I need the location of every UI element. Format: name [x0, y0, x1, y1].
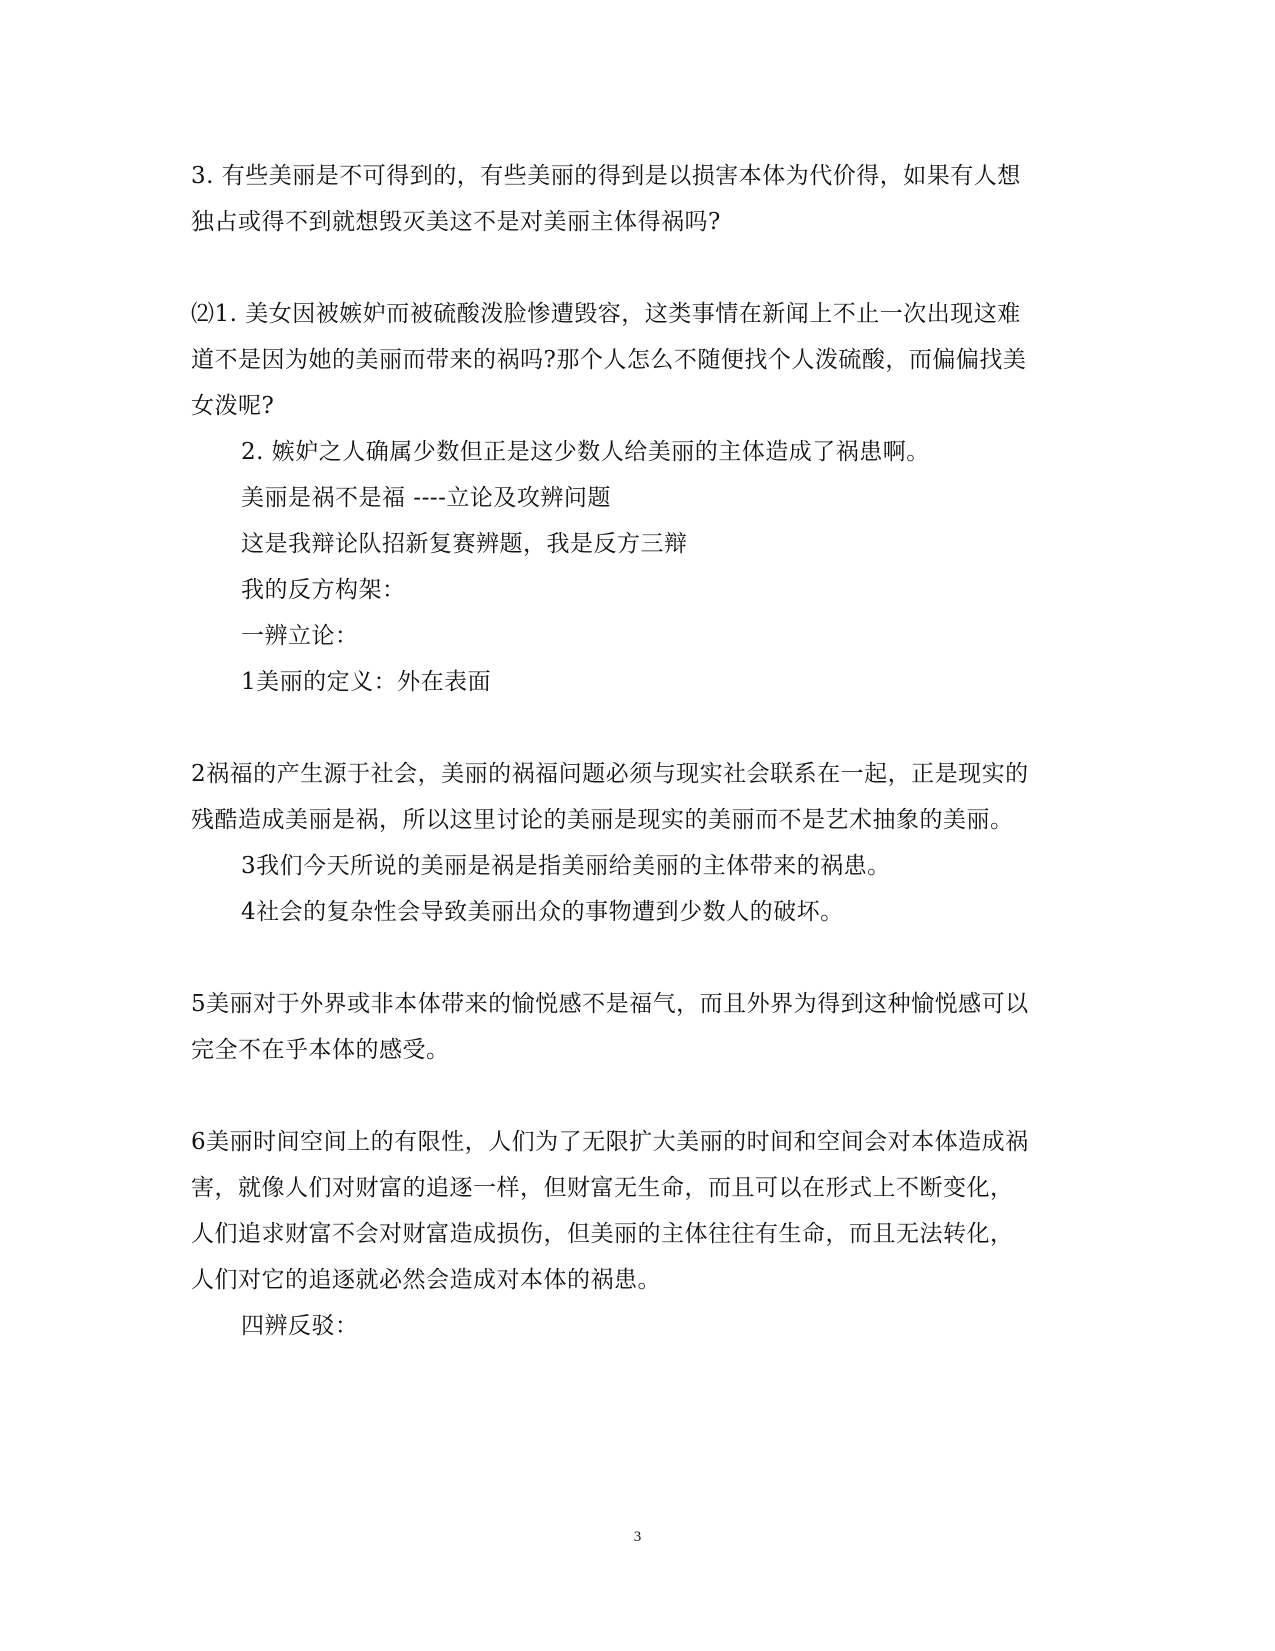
text-line: 四辨反驳： [241, 1313, 359, 1339]
page-number: 3 [633, 1529, 642, 1545]
text-line: 美丽是祸不是福 ----立论及攻辨问题 [241, 485, 611, 511]
text-line: ⑵1. 美女因被嫉妒而被硫酸泼脸惨遭毁容，这类事情在新闻上不止一次出现这难 [191, 301, 1021, 327]
text-line: 害，就像人们对财富的追逐一样，但财富无生命，而且可以在形式上不断变化， [191, 1175, 1014, 1201]
text-line: 2. 嫉妒之人确属少数但正是这少数人给美丽的主体造成了祸患啊。 [241, 439, 930, 465]
text-line: 3. 有些美丽是不可得到的，有些美丽的得到是以损害本体为代价得，如果有人想 [191, 163, 1021, 189]
text-line: 女泼呢? [191, 393, 275, 419]
text-line: 这是我辩论队招新复赛辨题，我是反方三辩 [241, 531, 688, 557]
text-line: 道不是因为她的美丽而带来的祸吗?那个人怎么不随便找个人泼硫酸，而偏偏找美 [191, 347, 1027, 373]
text-line: 3我们今天所说的美丽是祸是指美丽给美丽的主体带来的祸患。 [241, 853, 891, 879]
text-line: 5美丽对于外界或非本体带来的愉悦感不是福气，而且外界为得到这种愉悦感可以 [191, 991, 1029, 1017]
text-line: 我的反方构架： [241, 577, 406, 603]
text-line: 6美丽时间空间上的有限性，人们为了无限扩大美丽的时间和空间会对本体造成祸 [191, 1129, 1029, 1155]
text-line: 2祸福的产生源于社会，美丽的祸福问题必须与现实社会联系在一起，正是现实的 [191, 761, 1029, 787]
text-line: 一辨立论： [241, 623, 359, 649]
text-line: 人们对它的追逐就必然会造成对本体的祸患。 [191, 1267, 661, 1293]
text-line: 残酷造成美丽是祸，所以这里讨论的美丽是现实的美丽而不是艺术抽象的美丽。 [191, 807, 1014, 833]
text-line: 独占或得不到就想毁灭美这不是对美丽主体得祸吗? [191, 209, 721, 235]
text-line: 1美丽的定义：外在表面 [241, 669, 492, 695]
text-line: 人们追求财富不会对财富造成损伤，但美丽的主体往往有生命，而且无法转化， [191, 1221, 1014, 1247]
text-line: 完全不在乎本体的感受。 [191, 1037, 450, 1063]
text-line: 4社会的复杂性会导致美丽出众的事物遭到少数人的破坏。 [241, 899, 844, 925]
